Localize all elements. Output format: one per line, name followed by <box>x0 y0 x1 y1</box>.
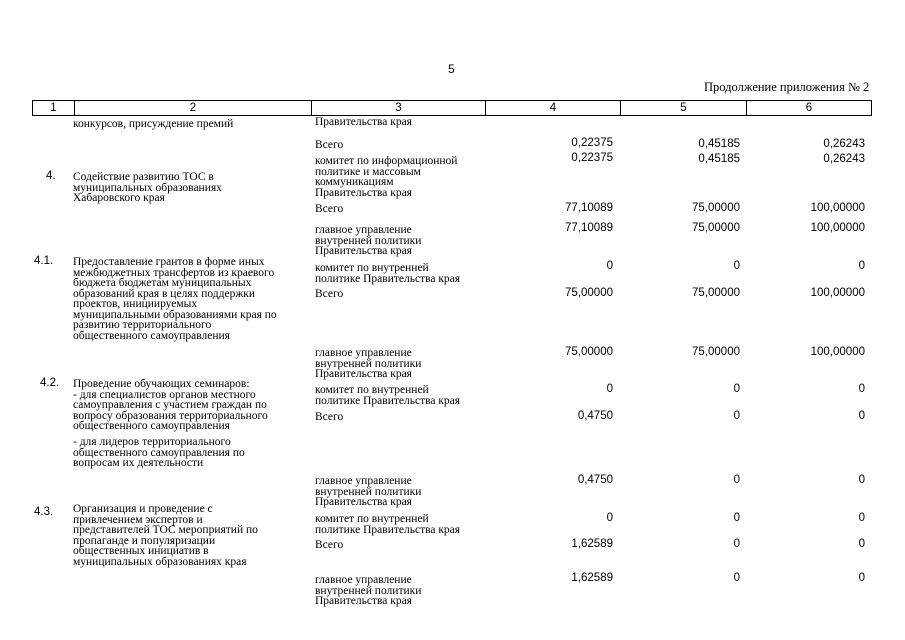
value-col5: 0 <box>733 260 740 272</box>
column-header: 6 <box>805 102 813 114</box>
value-col6: 100,00000 <box>810 202 865 214</box>
value-col6: 0 <box>858 410 865 422</box>
value-col4: 75,00000 <box>565 346 613 358</box>
item-name: Организация и проведение с привлечением экспертов и представителей ТОС мероприятий по пропаганде и популяризации общественных инициатив в муниципальных образованиях края <box>73 503 258 568</box>
value-col5: 75,00000 <box>692 202 740 214</box>
column-header: 2 <box>189 102 197 114</box>
value-col6: 0 <box>858 474 865 486</box>
value-col4: 0 <box>606 260 613 272</box>
value-col4: 77,10089 <box>565 202 613 214</box>
responsible-org: Всего <box>315 539 344 551</box>
responsible-org: Всего <box>315 411 344 423</box>
responsible-org: Всего <box>315 203 344 215</box>
responsible-org: комитет по информационной политике и массовым коммуникациям Правительства края <box>315 155 458 199</box>
value-col5: 75,00000 <box>692 222 740 234</box>
value-col5: 0 <box>733 572 740 584</box>
value-col6: 0 <box>858 260 865 272</box>
page-number: 5 <box>448 62 455 76</box>
item-number: 4.3. <box>34 506 54 518</box>
value-col5: 0,45185 <box>698 138 740 150</box>
column-header: 5 <box>680 102 687 114</box>
value-col6: 0 <box>858 512 865 524</box>
item-number: 4. <box>46 170 56 182</box>
item-name: Предоставление грантов в форме иных межбюджетных трансфертов из краевого бюджета бюджетам муниципальных образований края в целях поддержки проектов, инициируемых муниципальными образованиями края по развитию территориального общественного самоуправления <box>73 256 277 342</box>
value-col4: 1,62589 <box>571 572 613 584</box>
value-col4: 0,4750 <box>577 410 613 422</box>
value-col4: 75,00000 <box>565 287 613 299</box>
responsible-org: Правительства края <box>315 116 412 128</box>
item-number: 4.2. <box>40 377 60 389</box>
value-col5: 75,00000 <box>692 287 740 299</box>
item-name-continued: - для лидеров территориального общественного самоуправления по вопросам их деятельности <box>73 436 245 469</box>
value-col4: 0,4750 <box>577 474 613 486</box>
value-col6: 0 <box>858 383 865 395</box>
item-name: Содействие развитию ТОС в муниципальных образованиях Хабаровского края <box>73 171 222 204</box>
column-header: 1 <box>50 102 57 114</box>
value-col5: 0 <box>733 383 740 395</box>
value-col4: 0,22375 <box>571 152 613 164</box>
responsible-org: комитет по внутренней политике Правительства края <box>315 384 461 407</box>
value-col5: 0 <box>733 410 740 422</box>
value-col6: 0,26243 <box>823 138 865 150</box>
responsible-org: главное управление внутренней политики Правительства края <box>315 224 422 257</box>
value-col5: 0 <box>733 474 740 486</box>
value-col5: 0,45185 <box>698 153 740 165</box>
value-col4: 0 <box>606 383 613 395</box>
item-name: Проведение обучающих семинаров: - для специалистов органов местного самоуправления с участием граждан по вопросу образования территориального общественного самоуправления <box>73 378 268 432</box>
value-col5: 75,00000 <box>692 346 740 358</box>
value-col5: 0 <box>733 538 740 550</box>
value-col4: 77,10089 <box>565 222 613 234</box>
column-header: 3 <box>395 102 402 114</box>
value-col5: 0 <box>733 512 740 524</box>
responsible-org: комитет по внутренней политике Правительства края <box>315 513 461 536</box>
value-col6: 100,00000 <box>810 222 865 234</box>
responsible-org: комитет по внутренней политике Правительства края <box>315 262 461 285</box>
value-col4: 0,22375 <box>571 137 613 149</box>
value-col6: 0,26243 <box>823 153 865 165</box>
item-number: 4.1. <box>34 255 54 267</box>
value-col4: 1,62589 <box>571 538 613 550</box>
value-col6: 0 <box>858 538 865 550</box>
responsible-org: Всего <box>315 139 344 151</box>
value-col4: 0 <box>606 512 613 524</box>
item-name: конкурсов, присуждение премий <box>73 118 234 130</box>
column-header: 4 <box>549 102 557 114</box>
responsible-org: главное управление внутренней политики Правительства края <box>315 574 422 607</box>
continuation-label: Продолжение приложения № 2 <box>704 80 870 94</box>
value-col6: 100,00000 <box>810 346 865 358</box>
value-col6: 100,00000 <box>810 287 865 299</box>
responsible-org: главное управление внутренней политики Правительства края <box>315 475 422 508</box>
column-header-row <box>32 100 872 116</box>
responsible-org: Всего <box>315 288 344 300</box>
value-col6: 0 <box>858 572 865 584</box>
responsible-org: главное управление внутренней политики Правительства края <box>315 347 422 380</box>
